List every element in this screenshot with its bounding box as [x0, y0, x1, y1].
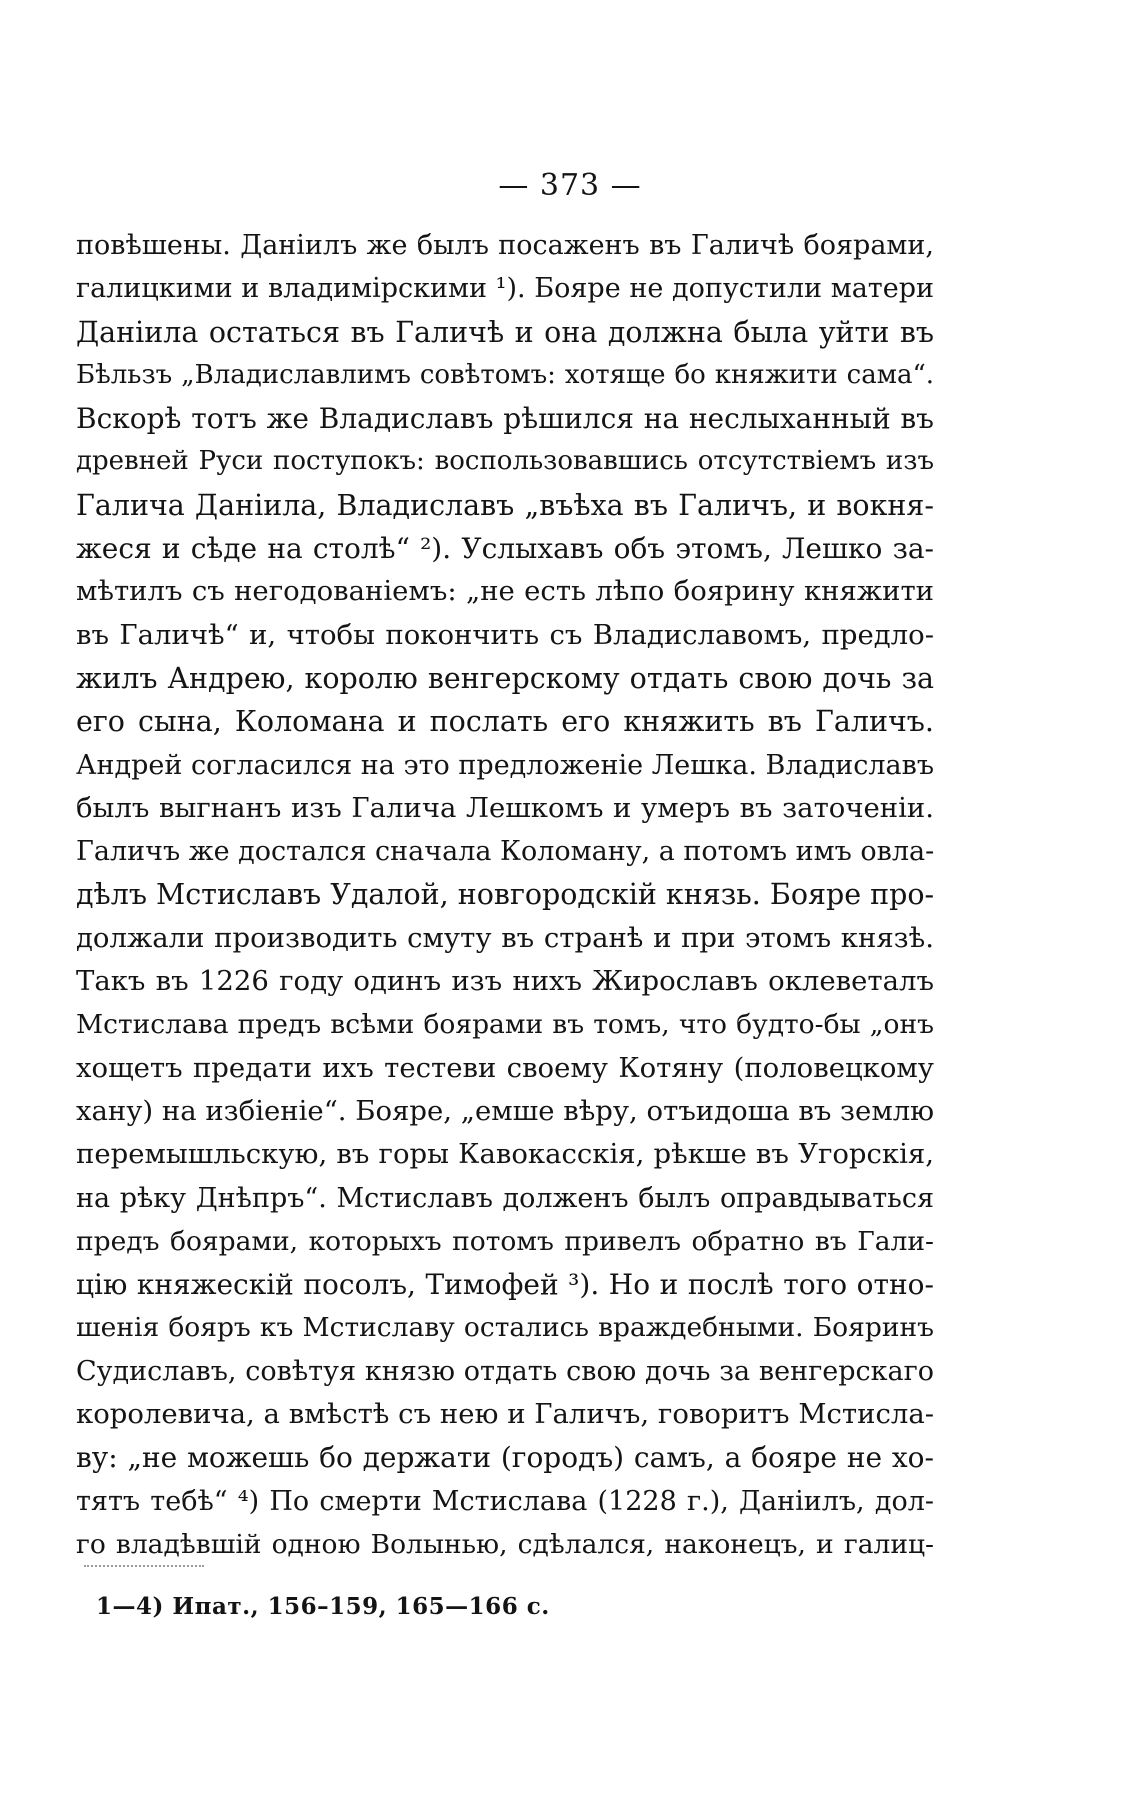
text-line: Галичъ же достался сначала Коломану, а потомъ имъ овла-: [76, 836, 934, 868]
text-line: жилъ Андрею, королю венгерскому отдать свою дочь за: [76, 661, 934, 695]
text-line: Бѣльзъ „Владиславлимъ совѣтомъ: хотяще бо княжити сама“.: [76, 359, 934, 390]
text-line: перемышльскую, въ горы Кавокасскія, рѣкше въ Угорскія,: [76, 1138, 934, 1171]
text-line: повѣшены. Даніилъ же былъ посаженъ въ Галичѣ боярами,: [76, 230, 934, 261]
text-line: предъ боярами, которыхъ потомъ привелъ обратно въ Гали-: [76, 1225, 934, 1257]
text-line: Мстислава предъ всѣми боярами въ томъ, что будто-бы „онъ: [76, 1009, 934, 1041]
text-line: го владѣвшій одною Волынью, сдѣлался, наконецъ, и галиц-: [76, 1528, 934, 1560]
text-line: хану) на избіеніе“. Бояре, „емше вѣру, отъидоша въ землю: [76, 1094, 934, 1127]
text-line: Вскорѣ тотъ же Владиславъ рѣшился на неслыханный въ: [76, 402, 934, 436]
text-line: въ Галичѣ“ и, чтобы покончить съ Владиславомъ, предло-: [76, 618, 934, 651]
page-number: — 373 —: [498, 168, 642, 203]
text-line: Такъ въ 1226 году одинъ изъ нихъ Жирославъ оклеветалъ: [76, 965, 934, 998]
footnote: 1—4) Ипат., 156–159, 165—166 с.: [96, 1593, 550, 1620]
text-line: Андрей согласился на это предложеніе Лешка. Владиславъ: [76, 749, 934, 781]
text-line: ву: „не можешь бо держати (городъ) самъ, а бояре не хо-: [76, 1441, 934, 1475]
body-text: [76, 224, 934, 1566]
text-line: галицкими и владимірскими ¹). Бояре не допустили матери: [76, 273, 934, 305]
text-line: древней Руси поступокъ: воспользовавшись отсутствіемъ изъ: [76, 446, 934, 477]
text-line: шенія бояръ къ Мстиславу остались враждебными. Бояринъ: [76, 1312, 934, 1344]
text-line: Даніила остаться въ Галичѣ и она должна была уйти въ: [76, 315, 934, 349]
text-line: должали производить смуту въ странѣ и при этомъ князѣ.: [76, 921, 934, 954]
text-line: дѣлъ Мстиславъ Удалой, новгородскій князь. Бояре про-: [76, 878, 934, 912]
text-line: королевича, а вмѣстѣ съ нею и Галичъ, говоритъ Мстисла-: [76, 1398, 934, 1431]
text-line: хощетъ предати ихъ тестеви своему Котяну (половецкому: [76, 1051, 934, 1084]
text-line: тятъ тебѣ“ ⁴) По смерти Мстислава (1228 г.), Даніилъ, дол-: [76, 1485, 934, 1517]
footnote-separator: [84, 1565, 204, 1571]
text-line: его сына, Коломана и послать его княжить въ Галичъ.: [76, 705, 934, 739]
text-line: жеся и сѣде на столѣ“ ²). Услыхавъ объ этомъ, Лешко за-: [76, 532, 934, 566]
text-line: на рѣку Днѣпръ“. Мстиславъ долженъ былъ оправдываться: [76, 1182, 934, 1214]
text-line: мѣтилъ съ негодованіемъ: „не есть лѣпо боярину княжити: [76, 575, 934, 608]
text-line: былъ выгнанъ изъ Галича Лешкомъ и умеръ въ заточеніи.: [76, 791, 934, 824]
text-line: Галича Даніила, Владиславъ „въѣха въ Галичъ, и вокня-: [76, 488, 934, 522]
text-line: Судиславъ, совѣтуя князю отдать свою дочь за венгерскаго: [76, 1355, 934, 1387]
text-line: цію княжескій посолъ, Тимофей ³). Но и послѣ того отно-: [76, 1268, 934, 1302]
